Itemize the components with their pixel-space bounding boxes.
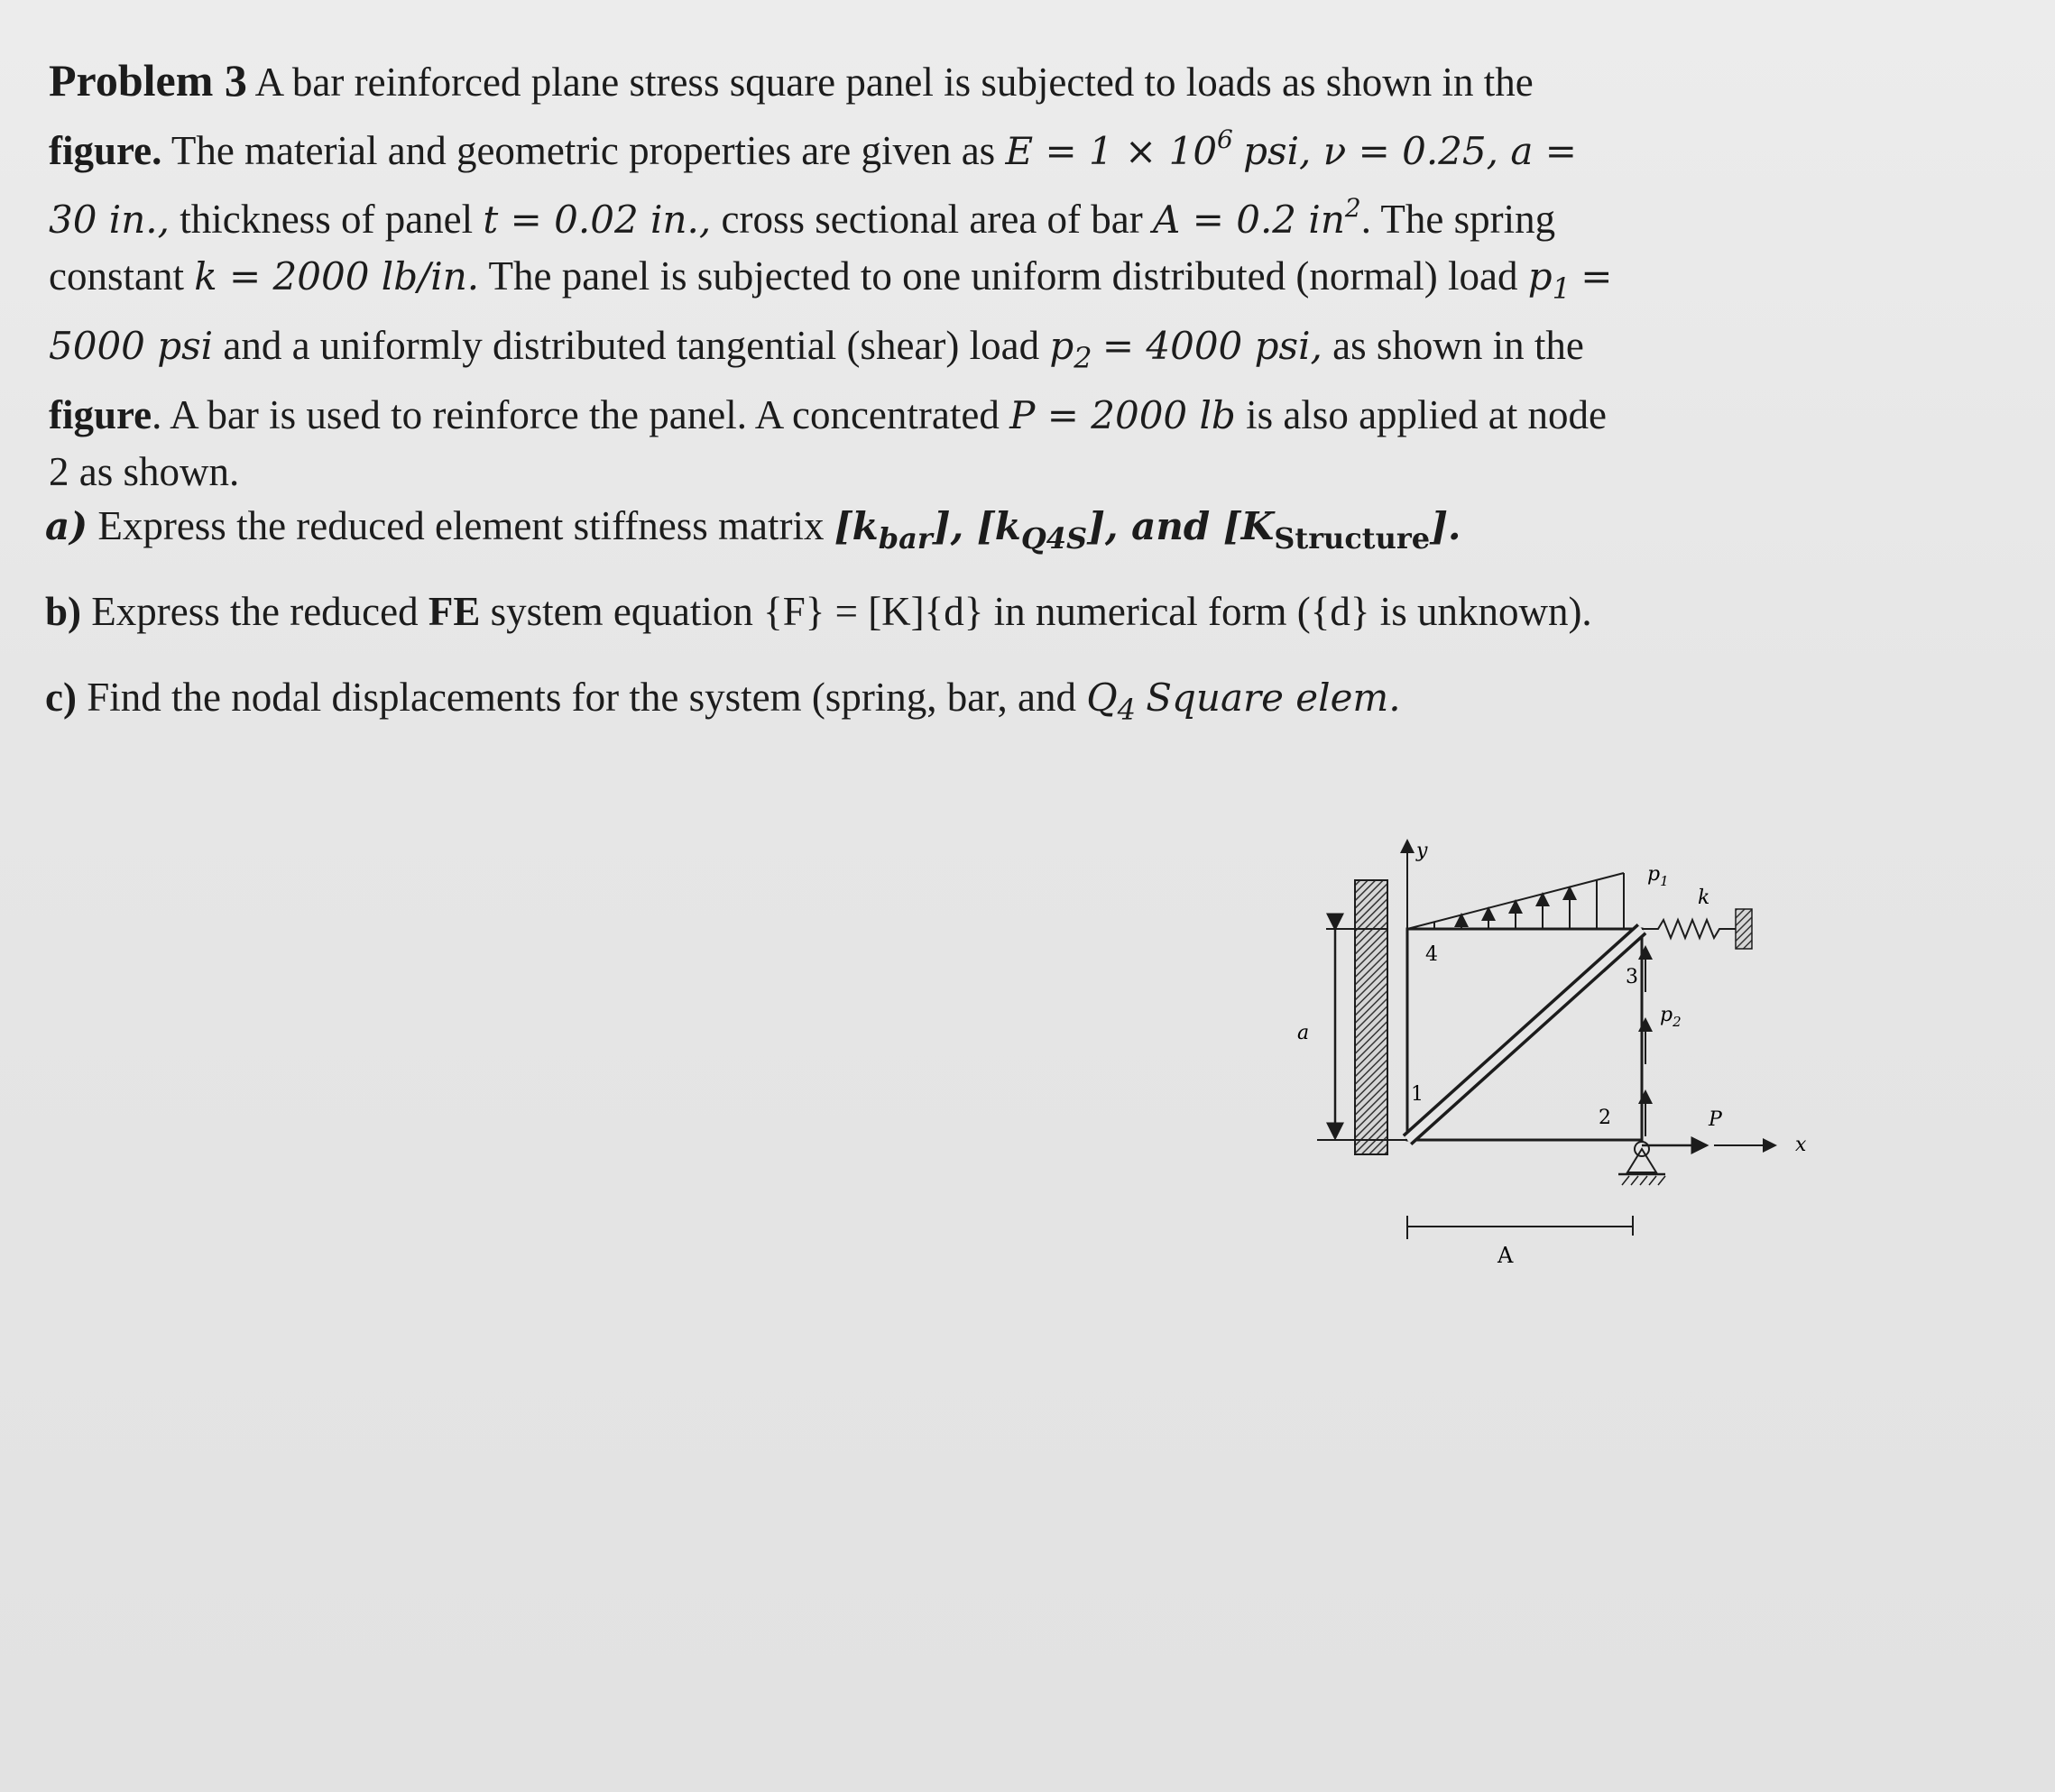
area-equation: A = 0.2 in (1153, 198, 1345, 242)
poisson-equation: psi, ν = 0.25, a = (1243, 129, 1577, 173)
label-k: k (1698, 887, 1710, 909)
problem-text: . A bar is used to reinforce the panel. A concentrated (152, 392, 1000, 437)
problem-text: and a uniformly distributed tangential (shear) load (223, 323, 1040, 368)
problem-line-1 (49, 52, 1817, 111)
problem-statement (49, 52, 1817, 501)
problem-text: The panel is subjected to one uniform distributed (normal) load (488, 253, 1518, 299)
question-b-label: b) (45, 589, 82, 634)
side-length: 30 in., (49, 198, 170, 242)
node-3-label: 3 (1626, 966, 1638, 988)
question-a-label: a) (45, 504, 88, 548)
question-b (45, 580, 1840, 666)
q4-symbol: Q (1086, 675, 1118, 720)
p2-subscript: 2 (1074, 341, 1092, 375)
q4-subscript: 4 (1117, 693, 1136, 727)
p1-equals: = (1580, 254, 1613, 299)
question-a (45, 494, 1840, 580)
problem-line-3 (49, 179, 1817, 248)
label-P: P (1709, 1108, 1722, 1131)
label-y: y (1416, 840, 1428, 862)
question-c-text: Find the nodal displacements for the system (spring, bar, and (87, 675, 1076, 720)
p1-subscript: 1 (1552, 271, 1571, 306)
k-q4s-symbol: ], [k (932, 504, 1021, 548)
fixed-wall (1355, 880, 1387, 1154)
pin-support (1618, 1142, 1665, 1185)
problem-label: Problem 3 (49, 55, 247, 106)
node-2-label: 2 (1599, 1107, 1611, 1129)
dimension-A (1407, 1216, 1633, 1239)
k-structure-symbol: ], and [K (1087, 504, 1275, 548)
question-list (45, 494, 1840, 751)
question-b-equation: system equation {F} = [K]{d} in numerical form ({d} is unknown). (490, 589, 1592, 634)
label-a: a (1297, 1022, 1310, 1044)
question-a-end: ]. (1430, 504, 1461, 548)
problem-text: as shown in the (1332, 323, 1584, 368)
k-bar-symbol: [k (834, 504, 879, 548)
k-structure-subscript: Structure (1274, 521, 1431, 556)
modulus-equation: E = 1 × 10 (1005, 129, 1218, 173)
question-c (45, 666, 1840, 751)
problem-line-2 (49, 111, 1817, 179)
p1-symbol: p (1527, 254, 1553, 299)
problem-text: thickness of panel (180, 197, 474, 242)
problem-text: cross sectional area of bar (721, 197, 1143, 242)
label-x: x (1795, 1134, 1807, 1156)
label-p1: $p_1$ (1647, 863, 1669, 889)
distributed-load-p1 (1407, 873, 1624, 929)
problem-text: . The spring (1360, 197, 1556, 242)
spring-constant-equation: k = 2000 lb/in. (194, 254, 480, 299)
point-load-equation: P = 2000 lb (1009, 393, 1236, 437)
spring-k (1642, 909, 1752, 949)
problem-text: 2 as shown. (49, 449, 240, 494)
figure-ref: figure. (49, 128, 162, 173)
problem-text: A bar reinforced plane stress square panel is subjected to loads as shown in the (254, 60, 1534, 105)
problem-line-6 (49, 387, 1817, 444)
fe-term: FE (428, 589, 481, 634)
question-a-text: Express the reduced element stiffness matrix (97, 503, 825, 548)
modulus-exponent: 6 (1217, 124, 1233, 154)
question-b-text: Express the reduced (91, 589, 419, 634)
figure-ref: figure (49, 392, 152, 437)
p2-symbol: p (1049, 324, 1074, 368)
question-c-label: c) (45, 675, 77, 720)
problem-text: constant (49, 253, 184, 299)
p1-value: 5000 psi (49, 324, 214, 368)
k-q4s-subscript: Q4S (1020, 521, 1088, 556)
problem-text: The material and geometric properties are given as (170, 128, 996, 173)
question-c-end: Square elem. (1146, 675, 1401, 720)
problem-line-4 (49, 248, 1817, 317)
label-p2: $p_2$ (1660, 1004, 1682, 1030)
k-bar-subscript: bar (878, 521, 933, 556)
label-A: A (1497, 1243, 1514, 1268)
node-4-label: 4 (1425, 943, 1438, 966)
node-1-label: 1 (1411, 1083, 1424, 1106)
area-exponent: 2 (1344, 193, 1361, 223)
problem-line-5 (49, 317, 1817, 387)
p2-value: = 4000 psi, (1101, 324, 1322, 368)
panel-figure (1281, 821, 1840, 1290)
problem-text: is also applied at node (1246, 392, 1607, 437)
thickness-equation: t = 0.02 in., (483, 198, 712, 242)
problem-line-7 (49, 444, 1817, 501)
